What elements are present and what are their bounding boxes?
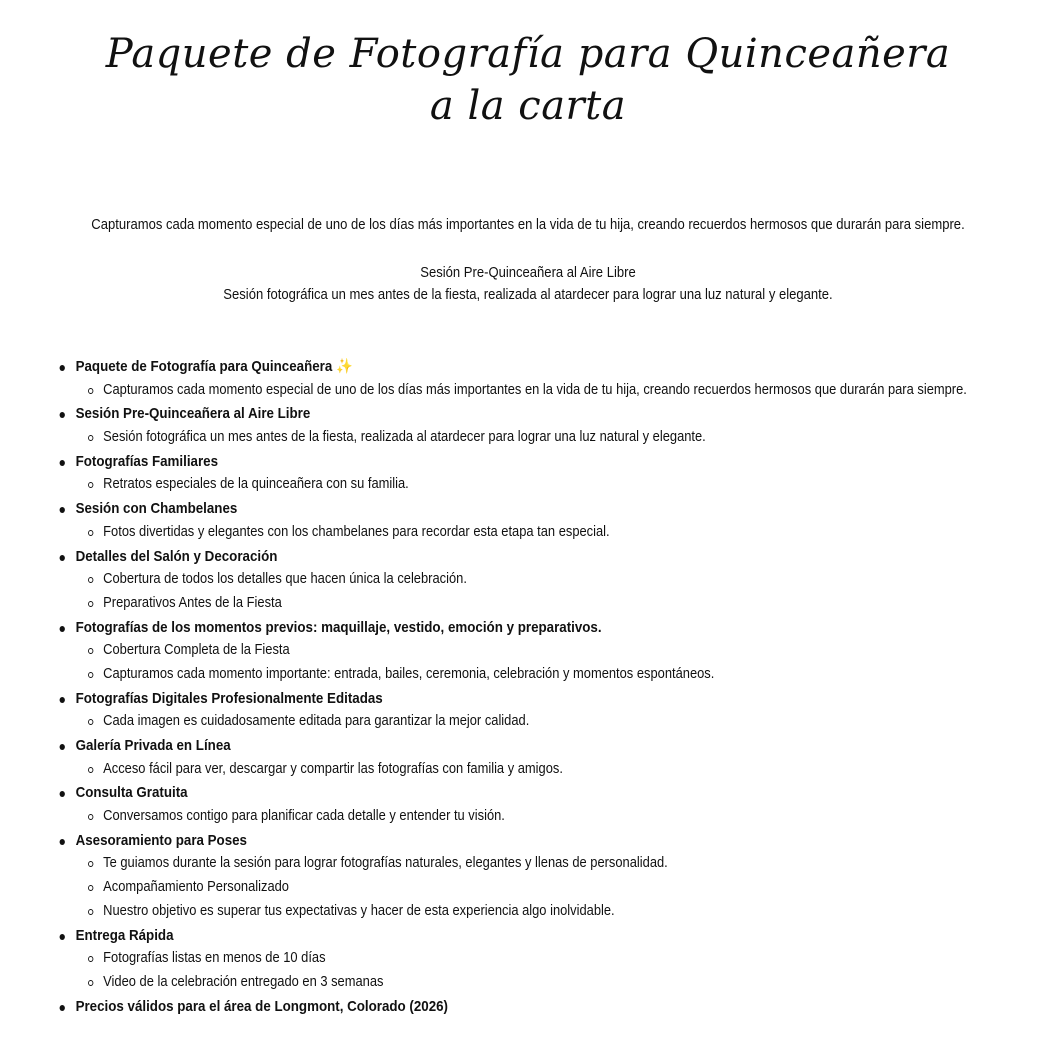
- title-line-2: a la carta: [429, 83, 627, 129]
- sub-list-item: Te guiamos durante la sesión para lograr fotografías naturales, elegantes y llenas de personalidad.: [85, 852, 1044, 876]
- sub-list-item: Video de la celebración entregado en 3 semanas: [85, 971, 1044, 995]
- sub-list-item: Capturamos cada momento especial de uno de los días más importantes en la vida de tu hija, creando recuerdos hermosos que durarán para siempre.: [85, 379, 1044, 403]
- list-item: [56, 497, 1044, 544]
- sub-list: [56, 568, 1044, 615]
- list-item: [56, 924, 1044, 995]
- list-item: [56, 781, 1044, 828]
- item-heading-row: [56, 995, 1044, 1019]
- intro-tagline: Capturamos cada momento especial de uno de los días más importantes en la vida de tu hija, creando recuerdos hermosos que durarán para siempre.: [91, 217, 965, 233]
- item-heading-row: [56, 924, 1044, 948]
- item-heading-row: [56, 829, 1044, 853]
- title-line-1: Paquete de Fotografía para Quinceañera: [105, 31, 951, 77]
- list-item: [56, 450, 1044, 497]
- list-item: [56, 616, 1044, 687]
- sub-list: [56, 805, 1044, 829]
- sub-list-item: Fotografías listas en menos de 10 días: [85, 947, 1044, 971]
- list-item: [56, 995, 1044, 1019]
- sparkle-icon: ✨: [335, 358, 353, 375]
- item-heading: Galería Privada en Línea: [75, 737, 231, 754]
- intro-section: [53, 214, 1003, 306]
- package-items: [56, 355, 1044, 1018]
- item-heading: Entrega Rápida: [75, 926, 174, 944]
- item-heading-row: [56, 734, 1044, 758]
- package-list: [56, 355, 1044, 1018]
- item-heading-row: [56, 402, 1044, 426]
- sub-list: [56, 710, 1044, 734]
- sub-list-item: Fotos divertidas y elegantes con los chambelanes para recordar esta etapa tan especial.: [85, 521, 1044, 545]
- sub-list-item: Preparativos Antes de la Fiesta: [85, 592, 1044, 616]
- sub-list: [56, 379, 1044, 403]
- item-heading: Paquete de Fotografía para Quinceañera: [75, 358, 333, 375]
- item-heading-row: [56, 355, 1044, 379]
- sub-list: [56, 758, 1044, 782]
- intro-session-desc: Sesión fotográfica un mes antes de la fiesta, realizada al atardecer para lograr una luz natural y elegante.: [223, 287, 833, 303]
- sub-list: [56, 426, 1044, 450]
- item-heading-row: [56, 687, 1044, 711]
- list-item: [56, 545, 1044, 616]
- sub-list-item: Retratos especiales de la quinceañera con su familia.: [85, 473, 1044, 497]
- item-heading-row: [56, 450, 1044, 474]
- sub-list-item: Cobertura Completa de la Fiesta: [85, 639, 1044, 663]
- sub-list-item: Cada imagen es cuidadosamente editada para garantizar la mejor calidad.: [85, 710, 1044, 734]
- page-title: [0, 28, 1056, 132]
- list-item: [56, 687, 1044, 734]
- sub-list-item: Sesión fotográfica un mes antes de la fiesta, realizada al atardecer para lograr una luz natural y elegante.: [85, 426, 1044, 450]
- list-item: [56, 355, 1044, 402]
- item-heading: Fotografías de los momentos previos: maquillaje, vestido, emoción y preparativos.: [75, 618, 602, 636]
- item-heading: Sesión Pre-Quinceañera al Aire Libre: [75, 405, 311, 423]
- list-item: [56, 402, 1044, 449]
- sub-list: [56, 521, 1044, 545]
- sub-list-item: Nuestro objetivo es superar tus expectativas y hacer de esta experiencia algo inolvidable.: [85, 900, 1044, 924]
- item-heading-row: [56, 545, 1044, 569]
- sub-list: [56, 947, 1044, 994]
- sub-list: [56, 639, 1044, 686]
- list-item: [56, 829, 1044, 924]
- sub-list: [56, 852, 1044, 923]
- item-heading: Consulta Gratuita: [75, 784, 188, 802]
- item-heading: Fotografías Familiares: [75, 452, 219, 470]
- item-heading: Precios válidos para el área de Longmont, Colorado (2026): [75, 997, 449, 1015]
- item-heading-row: [56, 781, 1044, 805]
- item-heading-row: [56, 497, 1044, 521]
- sub-list-item: Acceso fácil para ver, descargar y compartir las fotografías con familia y amigos.: [85, 758, 1044, 782]
- sub-list-item: Capturamos cada momento importante: entrada, bailes, ceremonia, celebración y momentos espontáneos.: [85, 663, 1044, 687]
- list-item: [56, 734, 1044, 781]
- item-heading: Asesoramiento para Poses: [75, 831, 247, 849]
- item-heading: Fotografías Digitales Profesionalmente Editadas: [75, 689, 383, 707]
- item-heading: Detalles del Salón y Decoración: [75, 547, 278, 565]
- item-heading: Sesión con Chambelanes: [75, 500, 238, 518]
- intro-session-title: Sesión Pre-Quinceañera al Aire Libre: [420, 265, 636, 281]
- sub-list-item: Acompañamiento Personalizado: [85, 876, 1044, 900]
- sub-list: [56, 473, 1044, 497]
- sub-list-item: Conversamos contigo para planificar cada detalle y entender tu visión.: [85, 805, 1044, 829]
- item-heading-row: [56, 616, 1044, 640]
- sub-list-item: Cobertura de todos los detalles que hacen única la celebración.: [85, 568, 1044, 592]
